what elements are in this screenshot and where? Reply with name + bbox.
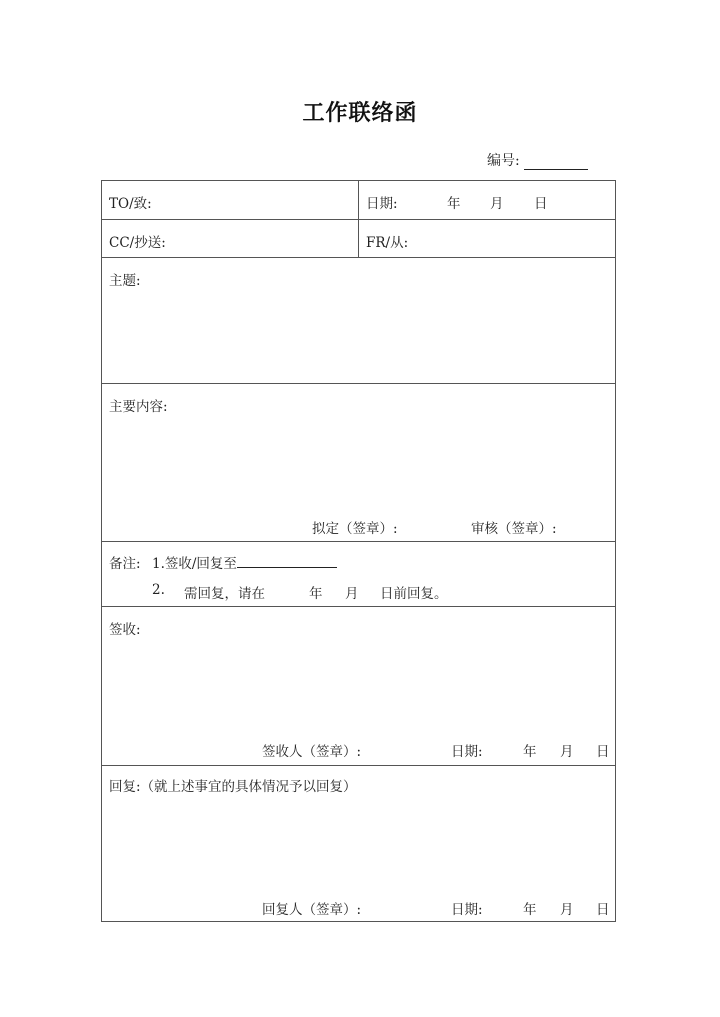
row-cc-fr [102, 220, 615, 258]
divider [358, 181, 359, 219]
receipt-date-label: 日期: [451, 744, 483, 760]
remarks-tail-text: 日前回复。 [380, 586, 448, 602]
remarks-month-label: 月 [345, 586, 359, 602]
fr-label: FR/从: [366, 235, 409, 251]
day-label: 日 [534, 196, 548, 212]
content-label: 主要内容: [109, 399, 168, 415]
reply-date-label: 日期: [451, 902, 483, 918]
reply-month-label: 月 [560, 902, 574, 918]
reply-year-label: 年 [523, 902, 537, 918]
receipt-year-label: 年 [523, 744, 537, 760]
reply-label: 回复:（就上述事宜的具体情况予以回复） [109, 779, 357, 795]
row-reply [102, 766, 615, 923]
number-field[interactable] [524, 153, 588, 170]
receipt-signer-label: 签收人（签章）: [262, 744, 362, 760]
row-remarks [102, 542, 615, 607]
receipt-month-label: 月 [560, 744, 574, 760]
remarks-item-2-text: 需回复，请在 [184, 586, 265, 602]
cc-label: CC/抄送: [109, 235, 166, 251]
divider [358, 220, 359, 257]
reply-to-field[interactable] [237, 553, 337, 568]
receipt-day-label: 日 [596, 744, 610, 760]
remarks-label: 备注: [109, 556, 141, 572]
month-label: 月 [490, 196, 504, 212]
document-title: 工作联络函 [302, 100, 418, 126]
date-label: 日期: [366, 196, 398, 212]
drafter-signature-label: 拟定（签章）: [312, 521, 398, 537]
row-receipt [102, 607, 615, 766]
row-content [102, 384, 615, 542]
receipt-label: 签收: [109, 622, 141, 638]
number-label: 编号: [487, 153, 520, 169]
liaison-form [101, 180, 616, 922]
reviewer-signature-label: 审核（签章）: [471, 521, 557, 537]
remarks-year-label: 年 [309, 586, 323, 602]
row-to-date [102, 181, 615, 220]
remarks-item-2-number: 2. [152, 582, 165, 598]
number-row [487, 150, 588, 170]
row-subject [102, 258, 615, 384]
reply-day-label: 日 [596, 902, 610, 918]
to-label: TO/致: [109, 196, 152, 212]
remarks-item-1 [152, 552, 337, 572]
reply-signer-label: 回复人（签章）: [262, 902, 362, 918]
subject-label: 主题: [109, 273, 141, 289]
remarks-item-1-text: 1.签收/回复至 [152, 556, 237, 572]
year-label: 年 [447, 196, 461, 212]
